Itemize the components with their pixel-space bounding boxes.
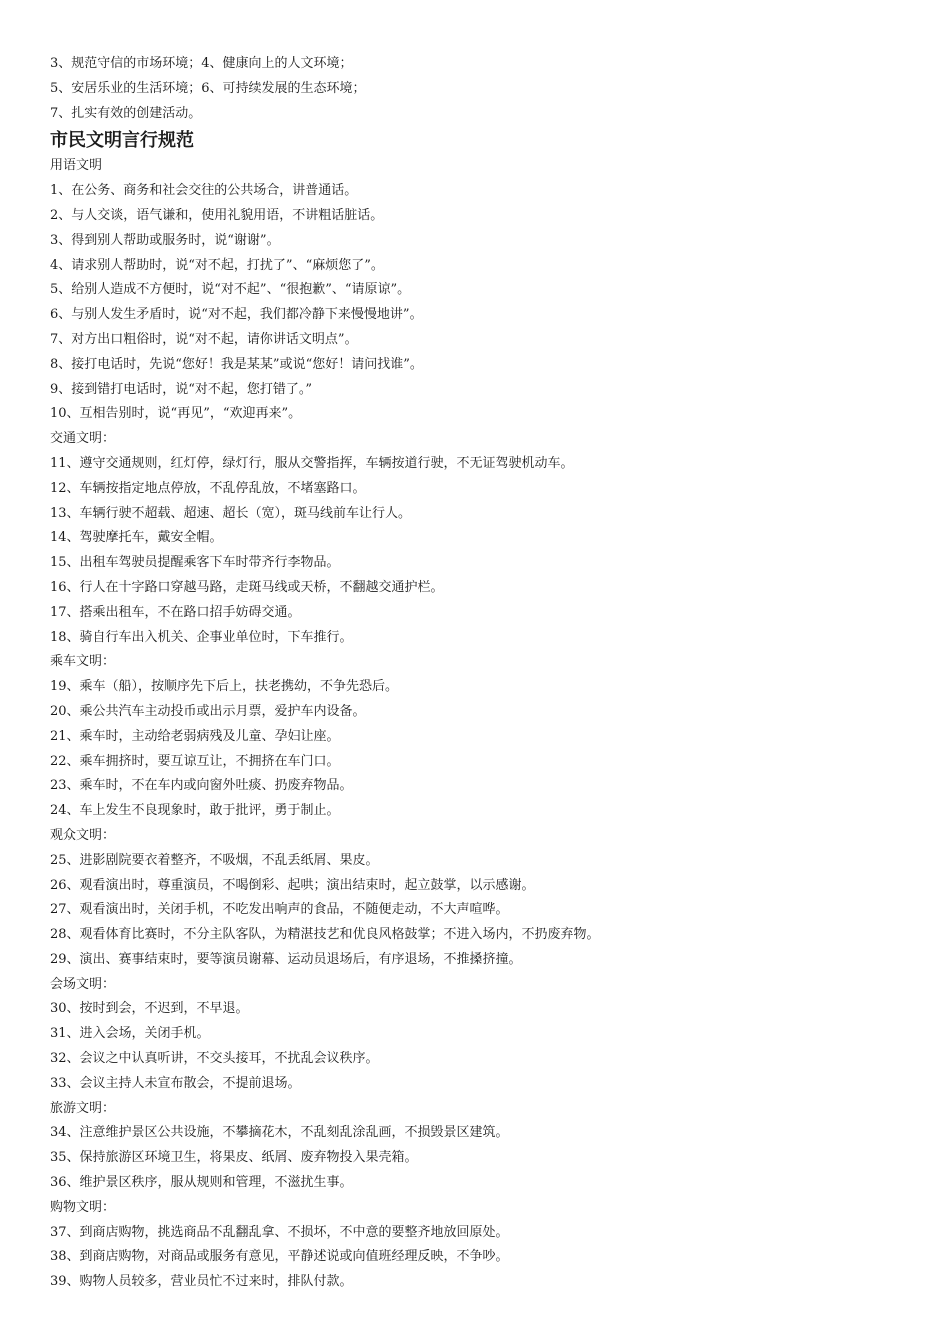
text-line: 27、观看演出时，关闭手机，不吃发出响声的食品，不随便走动，不大声喧哗。 bbox=[50, 902, 509, 918]
text-line: 13、车辆行驶不超载、超速、超长（宽），斑马线前车让行人。 bbox=[50, 505, 412, 521]
text-line: 5、安居乐业的生活环境；6、可持续发展的生态环境； bbox=[50, 80, 366, 96]
text-line: 31、进入会场，关闭手机。 bbox=[50, 1026, 210, 1042]
text-line: 23、乘车时，不在车内或向窗外吐痰、扔废弃物品。 bbox=[50, 778, 353, 794]
text-line: 4、请求别人帮助时，说“对不起，打扰了”、“麻烦您了”。 bbox=[50, 257, 384, 273]
section-title: 市民文明言行规范 bbox=[50, 130, 194, 152]
text-line: 39、购物人员较多，营业员忙不过来时，排队付款。 bbox=[50, 1274, 353, 1290]
text-line: 28、观看体育比赛时，不分主队客队，为精湛技艺和优良风格鼓掌；不进入场内，不扔废弃物。 bbox=[50, 927, 600, 943]
text-line: 购物文明： bbox=[50, 1199, 116, 1215]
text-line: 1、在公务、商务和社会交往的公共场合，讲普通话。 bbox=[50, 183, 358, 199]
text-line: 3、规范守信的市场环境；4、健康向上的人文环境； bbox=[50, 56, 353, 71]
text-line: 16、行人在十字路口穿越马路，走斑马线或天桥，不翻越交通护栏。 bbox=[50, 579, 444, 595]
text-line: 交通文明： bbox=[50, 431, 116, 447]
text-line: 8、接打电话时，先说“您好！我是某某”或说“您好！请问找谁”。 bbox=[50, 356, 423, 372]
text-line: 33、会议主持人未宣布散会，不提前退场。 bbox=[50, 1075, 301, 1091]
text-line: 38、到商店购物，对商品或服务有意见，平静述说或向值班经理反映，不争吵。 bbox=[50, 1249, 509, 1265]
text-line: 7、扎实有效的创建活动。 bbox=[50, 105, 202, 121]
text-line: 24、车上发生不良现象时，敢于批评，勇于制止。 bbox=[50, 803, 340, 819]
text-line: 2、与人交谈，语气谦和，使用礼貌用语，不讲粗话脏话。 bbox=[50, 207, 384, 223]
text-line: 11、遵守交通规则，红灯停，绿灯行，服从交警指挥，车辆按道行驶，不无证驾驶机动车。 bbox=[50, 455, 574, 471]
text-line: 旅游文明： bbox=[50, 1100, 116, 1116]
text-line: 9、接到错打电话时，说“对不起，您打错了。” bbox=[50, 381, 313, 397]
text-line: 29、演出、赛事结束时，要等演员谢幕、运动员退场后，有序退场，不推搡挤撞。 bbox=[50, 951, 522, 967]
text-line: 会场文明： bbox=[50, 976, 116, 992]
text-line: 21、乘车时，主动给老弱病残及儿童、孕妇让座。 bbox=[50, 728, 340, 744]
text-line: 17、搭乘出租车，不在路口招手妨碍交通。 bbox=[50, 604, 301, 620]
text-line: 32、会议之中认真听讲，不交头接耳，不扰乱会议秩序。 bbox=[50, 1051, 379, 1067]
text-line: 22、乘车拥挤时，要互谅互让，不拥挤在车门口。 bbox=[50, 753, 340, 769]
text-line: 36、维护景区秩序，服从规则和管理，不滋扰生事。 bbox=[50, 1175, 353, 1191]
text-line: 15、出租车驾驶员提醒乘客下车时带齐行李物品。 bbox=[50, 555, 340, 571]
text-line: 35、保持旅游区环境卫生，将果皮、纸屑、废弃物投入果壳箱。 bbox=[50, 1150, 418, 1166]
text-line: 5、给别人造成不方便时，说“对不起”、“很抱歉”、“请原谅”。 bbox=[50, 282, 411, 298]
text-line: 18、骑自行车出入机关、企事业单位时，下车推行。 bbox=[50, 629, 353, 645]
text-line: 30、按时到会，不迟到，不早退。 bbox=[50, 1001, 249, 1017]
text-line: 37、到商店购物，挑选商品不乱翻乱拿、不损坏，不中意的要整齐地放回原处。 bbox=[50, 1224, 509, 1240]
text-line: 19、乘车（船），按顺序先下后上，扶老携幼，不争先恐后。 bbox=[50, 679, 399, 695]
text-line: 6、与别人发生矛盾时，说“对不起，我们都冷静下来慢慢地讲”。 bbox=[50, 307, 423, 323]
document-page bbox=[50, 52, 910, 1295]
text-line: 34、注意维护景区公共设施，不攀摘花木，不乱刻乱涂乱画，不损毁景区建筑。 bbox=[50, 1125, 509, 1141]
text-line: 乘车文明： bbox=[50, 654, 116, 670]
text-line: 20、乘公共汽车主动投币或出示月票，爱护车内设备。 bbox=[50, 703, 366, 719]
text-line: 10、互相告别时，说“再见”，“欢迎再来”。 bbox=[50, 406, 302, 422]
text-line: 25、进影剧院要衣着整齐，不吸烟，不乱丢纸屑、果皮。 bbox=[50, 852, 379, 868]
text-line: 观众文明： bbox=[50, 827, 116, 843]
text-line: 7、对方出口粗俗时，说“对不起，请你讲话文明点”。 bbox=[50, 331, 358, 347]
text-line: 3、得到别人帮助或服务时，说“谢谢”。 bbox=[50, 232, 280, 248]
text-line: 12、车辆按指定地点停放，不乱停乱放，不堵塞路口。 bbox=[50, 480, 366, 496]
text-line: 14、驾驶摩托车，戴安全帽。 bbox=[50, 530, 223, 546]
text-line: 26、观看演出时，尊重演员，不喝倒彩、起哄；演出结束时，起立鼓掌，以示感谢。 bbox=[50, 877, 535, 893]
text-line: 用语文明 bbox=[50, 158, 103, 174]
